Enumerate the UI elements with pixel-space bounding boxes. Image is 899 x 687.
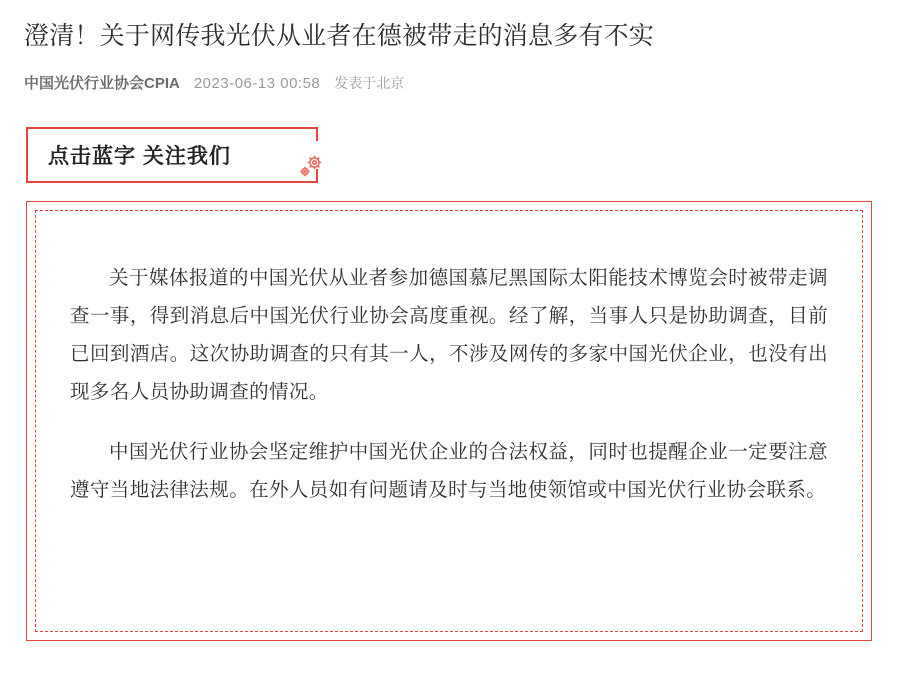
article-meta bbox=[24, 72, 875, 93]
publisher-name[interactable]: 中国光伏行业协会CPIA bbox=[24, 75, 180, 92]
publish-location: 发表于北京 bbox=[334, 75, 405, 91]
gear-icon bbox=[298, 153, 324, 179]
content-inner bbox=[35, 210, 863, 632]
follow-banner-label[interactable]: 点击蓝字 关注我们 bbox=[48, 145, 231, 168]
publish-datetime: 2023-06-13 00:58 bbox=[193, 75, 321, 92]
body-paragraph: 中国光伏行业协会坚定维护中国光伏企业的合法权益，同时也提醒企业一定要注意遵守当地法律法规。在外人员如有问题请及时与当地使领馆或中国光伏行业协会联系。 bbox=[70, 441, 828, 501]
body-paragraph: 关于媒体报道的中国光伏从业者参加德国慕尼黑国际太阳能技术博览会时被带走调查一事，得到消息后中国光伏行业协会高度重视。经了解，当事人只是协助调查，目前已回到酒店。这次协助调查的只有其一人，不涉及网传的多家中国光伏企业，也没有出现多名人员协助调查的情况。 bbox=[70, 267, 828, 403]
follow-banner[interactable] bbox=[26, 127, 875, 185]
content-frame bbox=[26, 201, 872, 641]
page-title: 澄清！关于网传我光伏从业者在德被带走的消息多有不实 bbox=[24, 22, 655, 50]
